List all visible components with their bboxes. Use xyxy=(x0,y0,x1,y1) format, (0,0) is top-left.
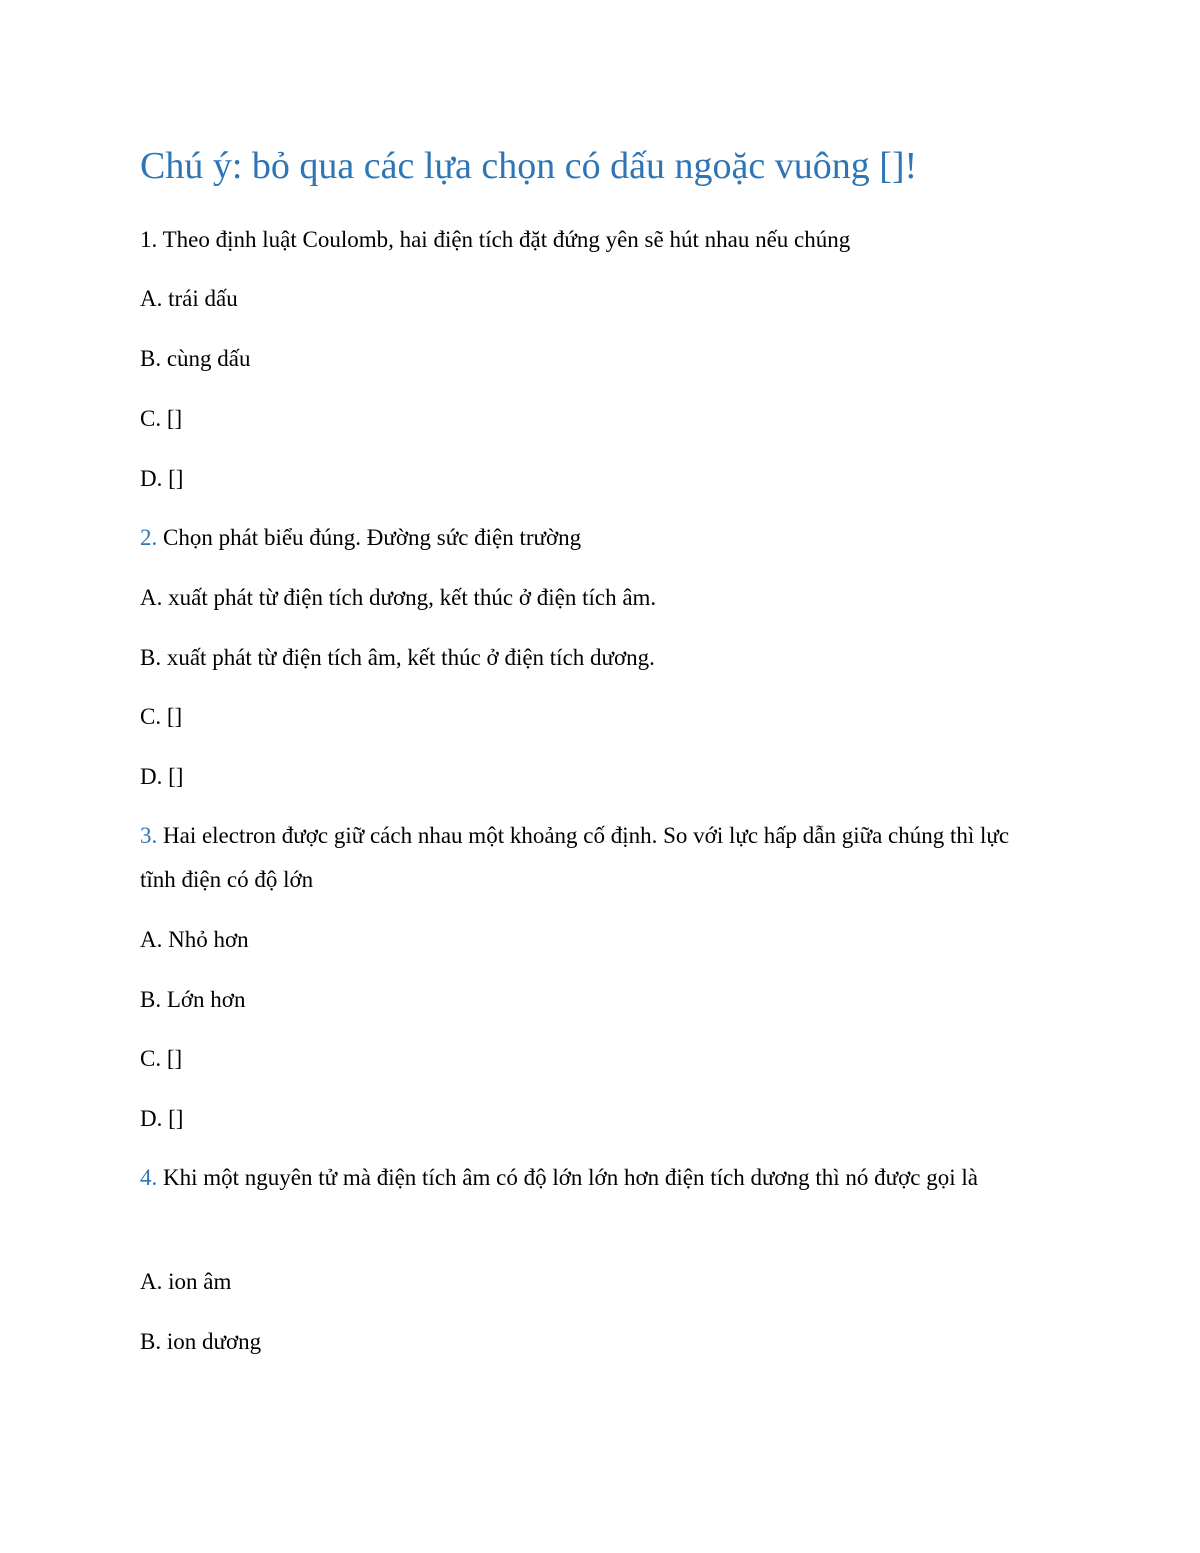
question-3 xyxy=(140,814,1045,902)
question-2-text: Chọn phát biểu đúng. Đường sức điện trường xyxy=(163,525,582,550)
question-4-number: 4. xyxy=(140,1165,158,1190)
question-2-option-b: B. xuất phát từ điện tích âm, kết thúc ở điện tích dương. xyxy=(140,645,655,670)
question-2-option-c: C. [] xyxy=(140,704,183,729)
question-3-option-a: A. Nhỏ hơn xyxy=(140,927,249,952)
question-2-option-a: A. xuất phát từ điện tích dương, kết thúc ở điện tích âm. xyxy=(140,585,657,610)
question-1 xyxy=(140,218,850,262)
question-4-text: Khi một nguyên tử mà điện tích âm có độ lớn lớn hơn điện tích dương thì nó được gọi là xyxy=(163,1165,978,1190)
question-1-option-a: A. trái dấu xyxy=(140,286,238,311)
question-3-option-c: C. [] xyxy=(140,1046,183,1071)
question-4 xyxy=(140,1156,1045,1200)
question-1-option-b: B. cùng dấu xyxy=(140,346,251,371)
question-3-option-b: B. Lớn hơn xyxy=(140,987,246,1012)
question-4-option-b: B. ion dương xyxy=(140,1329,262,1354)
question-2-option-d: D. [] xyxy=(140,764,184,789)
page-title: Chú ý: bỏ qua các lựa chọn có dấu ngoặc vuông []! xyxy=(140,145,918,187)
question-1-option-d: D. [] xyxy=(140,466,184,491)
question-1-number: 1. xyxy=(140,227,158,252)
question-3-number: 3. xyxy=(140,823,158,848)
question-1-text: Theo định luật Coulomb, hai điện tích đặt đứng yên sẽ hút nhau nếu chúng xyxy=(162,227,851,252)
question-4-option-a: A. ion âm xyxy=(140,1269,232,1294)
question-2-number: 2. xyxy=(140,525,158,550)
question-3-text: Hai electron được giữ cách nhau một khoảng cố định. So với lực hấp dẫn giữa chúng thì lực tĩnh điện có độ lớn xyxy=(140,823,1010,892)
question-3-option-d: D. [] xyxy=(140,1106,184,1131)
question-1-option-c: C. [] xyxy=(140,406,183,431)
question-2 xyxy=(140,516,581,560)
